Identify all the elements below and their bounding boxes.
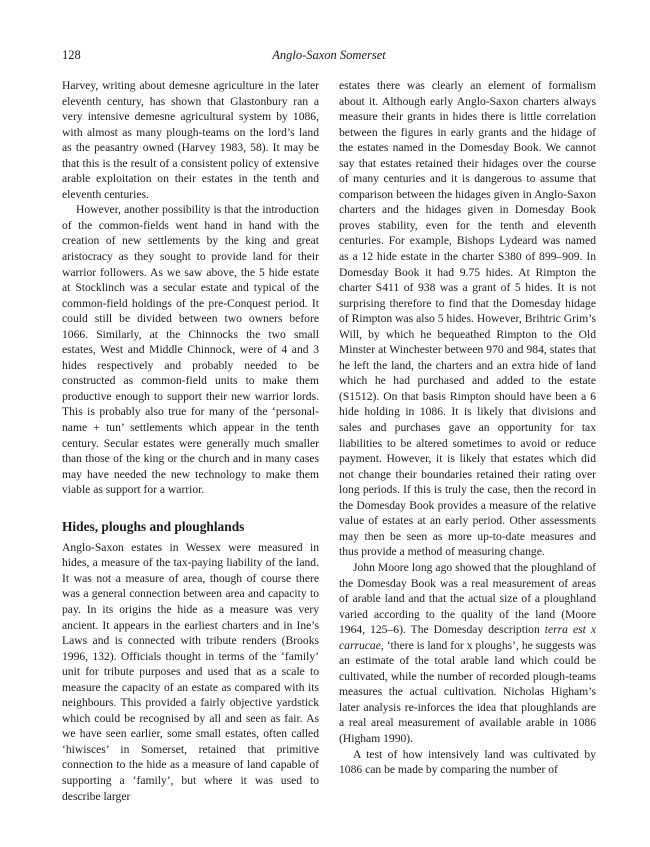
running-title: Anglo-Saxon Somerset: [272, 48, 386, 62]
section-heading: Hides, ploughs and ploughlands: [62, 518, 245, 534]
left-column: [62, 78, 319, 804]
latin-phrase: terra est x carrucae: [339, 623, 596, 652]
ploughland-text-end: , ‘there is land for x ploughs’, he suggests was an estimate of the total arable land which could be cultivated, while the number of recorded plough-teams measures the actual cultivation. Nicholas Higham’s later analysis re-inforces the idea that ploughlands are a real areal measurement of available arable in 1086 (Higham 1990).: [339, 638, 596, 745]
page-number: 128: [62, 48, 81, 62]
paragraph-formalism: estates there was clearly an element of formalism about it. Although early Anglo-Saxon charters always measure their grants in hides there is little correlation between the figures in early grants and the hidage of the estates named in the Domesday Book. We cannot say that estates retained their hidages over the course of many centuries and it is dangerous to assume that comparison between the hidages given in Anglo-Saxon charters and the hidages given in Domesday Book proves stability, even for the tenth and eleventh centuries. For example, Bishops Lydeard was named as a 12 hide estate in the charter S380 of 899–909. In Domesday Book it had 9.75 hides. At Rimpton the charter S411 of 938 was a grant of 5 hides. It is not surprising therefore to find that the Domesday hidage of Rimpton was also 5 hides. However, Brihtric Grim’s Will, by which he bequeathed Rimpton to the Old Minster at Winchester between 970 and 984, states that he left the land, the charters and an extra hide of land which he had purchased and added to the estate (S1512). On that basis Rimpton should have been a 6 hide holding in 1086. It is likely that divisions and sales and purchases gave an opportunity for tax liabilities to be altered sometimes to avoid or reduce payment. However, it is likely that estates which did not change their boundaries retained their rating over long periods. If this is truly the case, then the record in the Domesday Book provides a measure of the relative value of estates at an early period. Other assessments may then be seen as more up-to-date measures and thus provide a method of measuring change.: [339, 79, 596, 559]
paragraph-ploughland: [339, 560, 596, 747]
paragraph-common-fields: However, another possibility is that the introduction of the common-fields went hand in hand with the creation of new settlements by the king and great aristocracy as they sought to provide land for their warrior followers. As we saw above, the 5 hide estate at Stocklinch was a secular estate and typical of the common-field holdings of the pre-Conquest period. It could still be divided between two owners before 1066. Similarly, at the Chinnocks the two small estates, West and Middle Chinnock, were of 4 and 3 hides respectively and probably needed to be constructed as common-field units to make them productive enough to support their new warrior lords. This is probably also true for many of the ‘personal-name + tun’ settlements which appear in the tenth century. Secular estates were generally much smaller than those of the king or the church and in many cases may have needed the new technology to make them viable as support for a warrior.: [62, 203, 319, 497]
paragraph-hides: Anglo-Saxon estates in Wessex were measured in hides, a measure of the tax-paying liability of the land. It was not a measure of area, though of course there was a general connection between area and capacity to pay. In its origins the hide as a measure was very ancient. It appears in the earliest charters and in Ine’s Laws and is connected with tribute renders (Brooks 1996, 132). Officials thought in terms of the ‘family’ unit for tribute purposes and used that as a scale to measure the capacity of an estate as compared with its neighbours. This provided a fairly objective yardstick which could be recognised by all and seen as fair. As we have seen earlier, some small estates, often called ‘hiwisces’ in Somerset, retained that primitive connection to the hide as a measure of land capable of supporting a ‘family’, but where it was used to describe larger: [62, 540, 319, 803]
page-header: [62, 48, 596, 64]
paragraph-demesne-agriculture: Harvey, writing about demesne agriculture in the later eleventh century, has shown that Glastonbury ran a very intensive demesne agricultural system by 1086, with almost as many plough-teams on the lord’s land as the peasantry owned (Harvey 1983, 58). It may be that this is the result of a consistent policy of extensive arable exploitation on their estates in the tenth and eleventh centuries.: [62, 79, 319, 201]
right-column: [339, 78, 596, 778]
paragraph-cultivation-test: A test of how intensively land was cultivated by 1086 can be made by comparing the number of: [339, 747, 596, 777]
ploughland-text-start: John Moore long ago showed that the ploughland of the Domesday Book was a real measurement of areas of arable land and that the actual size of a ploughland varied according to the quality of the land (Moore 1964, 125–6). The Domesday description: [339, 560, 596, 637]
